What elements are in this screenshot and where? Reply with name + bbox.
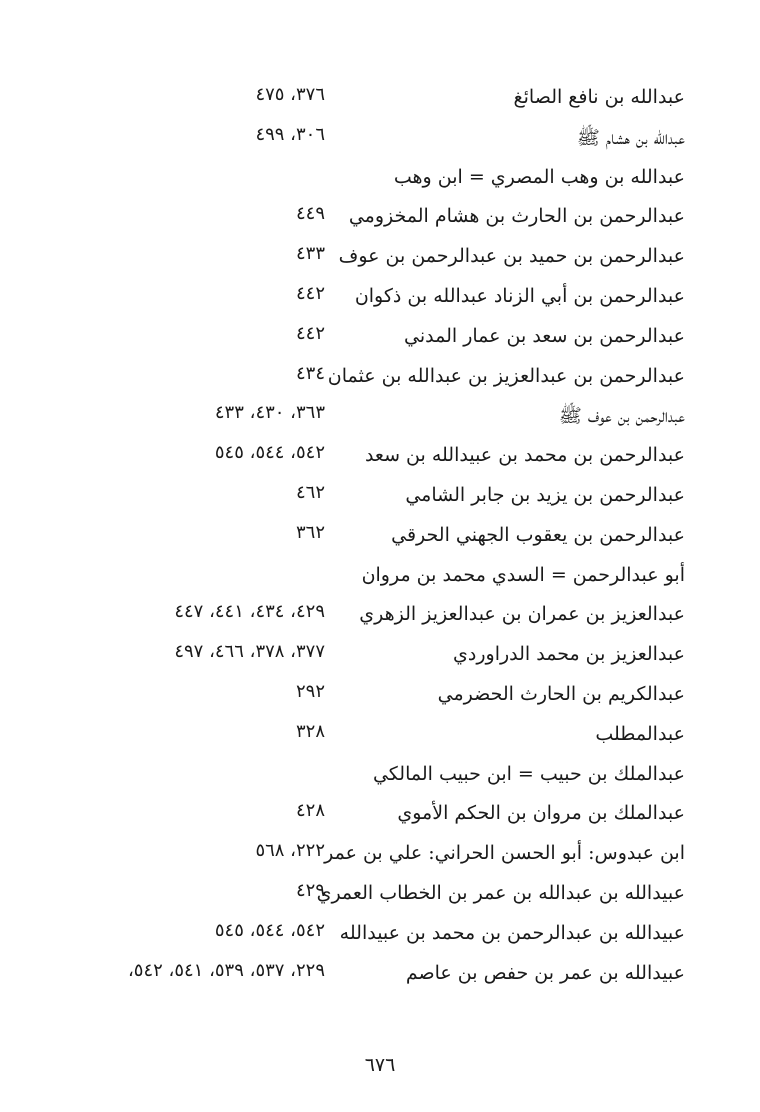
index-entry <box>40 956 685 996</box>
entry-name: عبدالملك بن مروان بن الحكم الأموي <box>397 802 685 825</box>
index-entry <box>40 359 685 399</box>
entry-pages: ٤٢٩ <box>295 879 325 901</box>
index-entry <box>40 120 685 160</box>
page-number: ٦٧٦ <box>364 1054 396 1076</box>
entry-name: عبيدالله بن عمر بن حفص بن عاصم <box>405 961 685 984</box>
entry-name: عبدالرحمن بن الحارث بن هشام المخزومي <box>348 205 685 228</box>
index-entry <box>40 597 685 637</box>
entry-pages: ٤٢٩، ٤٣٤، ٤٤١، ٤٤٧ <box>174 601 325 623</box>
index-entry <box>40 637 685 677</box>
entry-name: عبيدالله بن عبدالله بن عمر بن الخطاب العمري <box>316 881 685 904</box>
entry-name: عبدالرحمن بن سعد بن عمار المدني <box>404 324 685 347</box>
entry-pages: ٤٢٨ <box>295 800 325 822</box>
entry-pages: ٥٤٢، ٥٤٤، ٥٤٥ <box>214 919 325 941</box>
entry-pages: ٣٧٧، ٣٧٨، ٤٦٦، ٤٩٧ <box>174 641 325 663</box>
entry-name: عبدالرحمن بن يزيد بن جابر الشامي <box>405 483 685 506</box>
index-entry <box>40 398 685 438</box>
entry-name: عبدالرحمن بن محمد بن عبيدالله بن سعد <box>364 444 685 467</box>
entry-name: عبدالله بن هشام ﷺ <box>576 126 685 149</box>
entry-pages: ٣٦٢ <box>295 521 325 543</box>
index-entry <box>40 319 685 359</box>
index-entry <box>40 438 685 478</box>
entry-pages: ٣٠٦، ٤٩٩ <box>255 123 325 145</box>
entry-pages: ٥٤٢، ٥٤٤، ٥٤٥ <box>214 442 325 464</box>
entry-name: عبدالعزيز بن محمد الدراوردي <box>453 643 685 666</box>
index-entry <box>40 558 685 598</box>
entry-name: أبو عبدالرحمن = السدي محمد بن مروان <box>361 563 685 586</box>
index-entry <box>40 478 685 518</box>
entry-pages: ٣٦٣، ٤٣٠، ٤٣٣ <box>214 402 325 424</box>
index-entry <box>40 199 685 239</box>
index-entry <box>40 717 685 757</box>
entry-pages: ٢٢٢، ٥٦٨ <box>255 840 325 862</box>
index-entry <box>40 836 685 876</box>
entry-pages: ٤٦٢ <box>295 481 325 503</box>
entry-pages: ٢٢٩، ٥٣٧، ٥٣٩، ٥٤١، ٥٤٢، <box>127 959 325 981</box>
index-entry <box>40 239 685 279</box>
entry-name: عبدالمطلب <box>595 722 685 745</box>
entry-name: عبدالعزيز بن عمران بن عبدالعزيز الزهري <box>359 603 685 626</box>
index-entry <box>40 916 685 956</box>
index-entry <box>40 796 685 836</box>
entry-name: عبدالرحمن بن يعقوب الجهني الحرقي <box>391 523 685 546</box>
entry-pages: ٤٤٢ <box>295 322 325 344</box>
entry-name: عبدالرحمن بن أبي الزناد عبدالله بن ذكوان <box>354 284 685 307</box>
entry-pages: ٣٢٨ <box>295 720 325 742</box>
entry-pages: ٤٣٣ <box>295 243 325 265</box>
index-entry <box>40 757 685 797</box>
entry-name: عبيدالله بن عبدالرحمن بن محمد بن عبيدالله <box>339 921 685 944</box>
index-entry <box>40 518 685 558</box>
index-entry <box>40 279 685 319</box>
entry-pages: ٤٤٢ <box>295 282 325 304</box>
entry-name: عبدالرحمن بن عوف ﷺ <box>558 405 685 428</box>
index-entry <box>40 876 685 916</box>
entry-name: عبدالملك بن حبيب = ابن حبيب المالكي <box>372 762 685 785</box>
entry-name: عبدالرحمن بن حميد بن عبدالرحمن بن عوف <box>338 245 685 268</box>
entry-name: عبدالكريم بن الحارث الحضرمي <box>437 682 685 705</box>
entry-pages: ٤٣٤ <box>295 362 325 384</box>
entry-name: ابن عبدوس: أبو الحسن الحراني: علي بن عمر <box>324 842 685 865</box>
entry-pages: ٤٤٩ <box>295 203 325 225</box>
index-entry <box>40 160 685 200</box>
entry-name: عبدالرحمن بن عبدالعزيز بن عبدالله بن عثمان <box>327 364 685 387</box>
entry-name: عبدالله بن نافع الصائغ <box>513 86 685 108</box>
entry-name: عبدالله بن وهب المصري = ابن وهب <box>393 165 685 188</box>
index-entries <box>40 80 685 995</box>
index-entry <box>40 677 685 717</box>
entry-pages: ٣٧٦، ٤٧٥ <box>255 84 325 105</box>
entry-pages: ٢٩٢ <box>295 680 325 702</box>
index-entry <box>40 80 685 120</box>
